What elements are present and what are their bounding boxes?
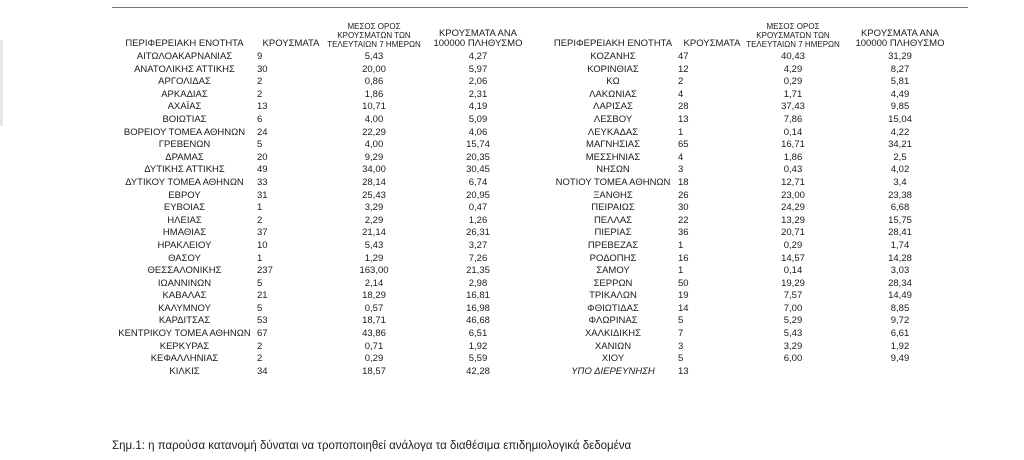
per-100k-cell: 5,97 — [468, 63, 488, 75]
cases-cell: 7 — [678, 328, 684, 340]
cases-cell: 26 — [678, 189, 689, 201]
cases-cell: 20 — [257, 151, 268, 163]
cases-cell: 12 — [678, 63, 689, 75]
table-row — [112, 89, 533, 102]
cases-cell: 1 — [257, 252, 263, 264]
region-cell: ΝΟΤΙΟΥ ΤΟΜΕΑ ΑΘΗΝΩΝ — [555, 176, 671, 188]
avg-7days-cell: 18,57 — [362, 365, 386, 377]
table-row — [112, 290, 533, 303]
avg-7days-cell: 7,86 — [783, 113, 803, 125]
cases-table-left — [112, 22, 533, 378]
table-row — [112, 127, 533, 140]
per-100k-cell: 5,09 — [468, 113, 488, 125]
avg-7days-cell: 4,00 — [364, 113, 384, 125]
table-row — [112, 265, 533, 278]
per-100k-cell: 3,03 — [890, 265, 910, 277]
table-row — [112, 366, 533, 379]
header-avg-line1: ΜΕΣΟΣ ΟΡΟΣ — [347, 22, 401, 31]
cases-cell: 19 — [678, 290, 689, 302]
cases-cell: 1 — [678, 239, 684, 251]
table-row — [548, 353, 960, 366]
table-row — [548, 366, 960, 379]
avg-7days-cell: 10,71 — [362, 101, 386, 113]
table-row — [112, 51, 533, 64]
per-100k-cell: 28,41 — [888, 227, 912, 239]
avg-7days-cell: 24,29 — [781, 202, 805, 214]
region-cell: ΔΥΤΙΚΗΣ ΑΤΤΙΚΗΣ — [144, 164, 225, 176]
cases-cell: 2 — [257, 76, 263, 88]
per-100k-cell: 9,72 — [890, 315, 910, 327]
region-cell: ΑΡΓΟΛΙΔΑΣ — [158, 76, 211, 88]
table-row — [112, 114, 533, 127]
region-cell: ΚΕΦΑΛΛΗΝΙΑΣ — [150, 353, 219, 365]
table-row — [548, 290, 960, 303]
cases-cell: 5 — [678, 353, 684, 365]
region-cell: ΜΕΣΣΗΝΙΑΣ — [585, 151, 641, 163]
per-100k-cell: 14,49 — [888, 290, 912, 302]
avg-7days-cell: 4,29 — [783, 63, 803, 75]
cases-table-right — [548, 22, 960, 378]
region-cell: ΕΒΡΟΥ — [168, 189, 201, 201]
region-cell: ΜΑΓΝΗΣΙΑΣ — [586, 139, 640, 151]
cases-cell: 1 — [257, 202, 263, 214]
per-100k-cell: 8,27 — [890, 63, 910, 75]
avg-7days-cell: 3,29 — [783, 340, 803, 352]
per-100k-cell: 21,35 — [466, 265, 490, 277]
cases-cell: 3 — [678, 340, 684, 352]
header-per100k-line2: 100000 ΠΛΗΘΥΣΜΟ — [433, 38, 523, 49]
footnote: Σημ.1: η παρούσα κατανομή δύναται να τροποποιηθεί ανάλογα τα διαθέσιμα επιδημιολογικά δεδομένα — [112, 440, 632, 452]
table-row — [548, 215, 960, 228]
header-per100k-line1: ΚΡΟΥΣΜΑΤΑ ΑΝΑ — [860, 28, 940, 39]
table-row — [548, 114, 960, 127]
per-100k-cell: 1,92 — [890, 340, 910, 352]
region-cell: ΦΘΙΩΤΙΔΑΣ — [587, 302, 639, 314]
region-cell: ΦΛΩΡΙΝΑΣ — [588, 315, 638, 327]
avg-7days-cell — [746, 366, 840, 379]
avg-7days-cell: 37,43 — [781, 101, 805, 113]
table-row — [548, 265, 960, 278]
cases-cell: 34 — [257, 365, 268, 377]
per-100k-cell: 23,38 — [888, 189, 912, 201]
table-row — [548, 76, 960, 89]
per-100k-cell: 2,31 — [468, 88, 488, 100]
region-cell: ΔΡΑΜΑΣ — [165, 151, 204, 163]
cases-cell: 21 — [257, 290, 268, 302]
avg-7days-cell: 23,00 — [781, 189, 805, 201]
table-row — [548, 190, 960, 203]
per-100k-cell: 5,59 — [468, 353, 488, 365]
per-100k-cell: 2,06 — [468, 76, 488, 88]
region-cell: ΗΡΑΚΛΕΙΟΥ — [157, 239, 212, 251]
per-100k-cell: 3,27 — [468, 239, 488, 251]
header-row — [112, 22, 533, 51]
cases-cell: 2 — [257, 340, 263, 352]
cases-cell: 5 — [678, 315, 684, 327]
region-cell: ΠΕΙΡΑΙΩΣ — [591, 202, 635, 214]
region-cell: ΠΙΕΡΙΑΣ — [594, 227, 632, 239]
region-cell: ΚΙΛΚΙΣ — [169, 365, 200, 377]
header-row — [548, 22, 960, 51]
per-100k-cell: 4,22 — [890, 126, 910, 138]
avg-7days-cell: 18,71 — [362, 315, 386, 327]
region-cell: ΘΑΣΟΥ — [168, 252, 201, 264]
per-100k-cell: 15,04 — [888, 113, 912, 125]
per-100k-cell: 1,26 — [468, 214, 488, 226]
region-cell: ΙΩΑΝΝΙΝΩΝ — [157, 277, 212, 289]
avg-7days-cell: 22,29 — [362, 126, 386, 138]
cases-cell: 6 — [257, 113, 263, 125]
cases-cell: 5 — [257, 302, 263, 314]
cases-cell: 37 — [257, 227, 268, 239]
table-row — [548, 177, 960, 190]
per-100k-cell: 4,02 — [890, 164, 910, 176]
per-100k-cell: 20,35 — [466, 151, 490, 163]
per-100k-cell: 34,21 — [888, 139, 912, 151]
per-100k-cell: 16,81 — [466, 290, 490, 302]
region-cell: ΗΜΑΘΙΑΣ — [162, 227, 207, 239]
per-100k-cell — [840, 366, 960, 379]
cases-cell: 5 — [257, 277, 263, 289]
table-row — [548, 139, 960, 152]
avg-7days-cell: 1,71 — [783, 88, 803, 100]
region-cell: ΧΑΛΚΙΔΙΚΗΣ — [584, 328, 642, 340]
per-100k-cell: 6,61 — [890, 328, 910, 340]
per-100k-cell: 20,95 — [466, 189, 490, 201]
region-cell: ΚΟΡΙΝΘΙΑΣ — [587, 63, 639, 75]
avg-7days-cell: 0,29 — [364, 353, 384, 365]
cases-cell: 237 — [257, 265, 273, 277]
region-cell: ΠΕΛΛΑΣ — [593, 214, 633, 226]
region-cell: ΥΠΟ ΔΙΕΡΕΥΝΗΣΗ — [571, 365, 655, 377]
cases-cell: 28 — [678, 101, 689, 113]
region-cell: ΒΟΡΕΙΟΥ ΤΟΜΕΑ ΑΘΗΝΩΝ — [123, 126, 246, 138]
cases-cell: 2 — [257, 353, 263, 365]
table-row — [112, 101, 533, 114]
header-avg-7days — [746, 22, 840, 51]
per-100k-cell: 1,74 — [890, 239, 910, 251]
table-row — [112, 215, 533, 228]
per-100k-cell: 15,75 — [888, 214, 912, 226]
avg-7days-cell: 0,29 — [783, 76, 803, 88]
region-cell: ΤΡΙΚΑΛΩΝ — [589, 290, 637, 302]
per-100k-cell: 4,49 — [890, 88, 910, 100]
avg-7days-cell: 18,29 — [362, 290, 386, 302]
per-100k-cell: 7,26 — [468, 252, 488, 264]
region-cell: ΠΡΕΒΕΖΑΣ — [587, 239, 639, 251]
region-cell: ΛΑΚΩΝΙΑΣ — [589, 88, 637, 100]
header-cases: ΚΡΟΥΣΜΑΤΑ — [683, 38, 741, 49]
per-100k-cell: 4,19 — [468, 101, 488, 113]
region-cell: ΚΑΛΥΜΝΟΥ — [158, 302, 211, 314]
avg-7days-cell: 43,86 — [362, 328, 386, 340]
per-100k-cell: 6,68 — [890, 202, 910, 214]
avg-7days-cell: 2,29 — [364, 214, 384, 226]
region-cell: ΚΑΡΔΙΤΣΑΣ — [158, 315, 211, 327]
region-cell: ΧΑΝΙΩΝ — [594, 340, 632, 352]
region-cell: ΘΕΣΣΑΛΟΝΙΚΗΣ — [147, 265, 222, 277]
table-row — [548, 101, 960, 114]
cases-cell: 47 — [678, 51, 689, 62]
header-avg-line2: ΚΡΟΥΣΜΑΤΩΝ ΤΩΝ — [756, 31, 830, 40]
avg-7days-cell: 0,86 — [364, 76, 384, 88]
header-avg-line2: ΚΡΟΥΣΜΑΤΩΝ ΤΩΝ — [337, 31, 411, 40]
table-row — [548, 315, 960, 328]
region-cell: ΣΑΜΟΥ — [596, 265, 630, 277]
header-per100k-line1: ΚΡΟΥΣΜΑΤΑ ΑΝΑ — [438, 28, 518, 39]
avg-7days-cell: 0,43 — [783, 164, 803, 176]
cases-cell: 13 — [678, 365, 689, 377]
table-row — [112, 76, 533, 89]
avg-7days-cell: 20,00 — [362, 63, 386, 75]
cases-cell: 36 — [678, 227, 689, 239]
per-100k-cell: 5,81 — [890, 76, 910, 88]
avg-7days-cell: 5,43 — [364, 51, 384, 62]
table-body-left — [112, 51, 533, 378]
cases-cell: 31 — [257, 189, 268, 201]
header-per-100k — [423, 22, 533, 51]
header-avg-7days — [325, 22, 423, 51]
cases-cell: 1 — [678, 265, 684, 277]
cases-cell: 18 — [678, 176, 689, 188]
table-row — [112, 253, 533, 266]
table-row — [548, 89, 960, 102]
header-avg-line1: ΜΕΣΟΣ ΟΡΟΣ — [766, 22, 820, 31]
region-cell: ΓΡΕΒΕΝΩΝ — [158, 139, 211, 151]
table-row — [548, 303, 960, 316]
per-100k-cell: 46,68 — [466, 315, 490, 327]
avg-7days-cell: 0,57 — [364, 302, 384, 314]
table-row — [112, 177, 533, 190]
cases-cell: 50 — [678, 277, 689, 289]
per-100k-cell: 6,51 — [468, 328, 488, 340]
table-row — [112, 328, 533, 341]
per-100k-cell: 6,74 — [468, 176, 488, 188]
region-cell: ΛΕΥΚΑΔΑΣ — [587, 126, 639, 138]
avg-7days-cell: 5,43 — [364, 239, 384, 251]
avg-7days-cell: 5,43 — [783, 328, 803, 340]
per-100k-cell: 4,27 — [468, 51, 488, 62]
region-cell: ΚΕΡΚΥΡΑΣ — [159, 340, 210, 352]
per-100k-cell: 16,98 — [466, 302, 490, 314]
table-body-right — [548, 51, 960, 378]
region-cell: ΞΑΝΘΗΣ — [593, 189, 633, 201]
cases-cell: 10 — [257, 239, 268, 251]
region-cell: ΑΙΤΩΛΟΑΚΑΡΝΑΝΙΑΣ — [136, 51, 233, 62]
cases-cell: 30 — [257, 63, 268, 75]
region-cell: ΚΑΒΑΛΑΣ — [162, 290, 207, 302]
table-row — [548, 341, 960, 354]
header-per100k-line2: 100000 ΠΛΗΘΥΣΜΟ — [855, 38, 945, 49]
region-cell: ΣΕΡΡΩΝ — [593, 277, 633, 289]
header-avg-line3: ΤΕΛΕΥΤΑΙΩΝ 7 ΗΜΕΡΩΝ — [327, 40, 421, 49]
avg-7days-cell: 0,14 — [783, 126, 803, 138]
cases-cell: 14 — [678, 302, 689, 314]
per-100k-cell: 26,31 — [466, 227, 490, 239]
region-cell: ΕΥΒΟΙΑΣ — [163, 202, 206, 214]
per-100k-cell: 3,4 — [893, 176, 907, 188]
cases-cell: 5 — [257, 139, 263, 151]
table-row — [548, 328, 960, 341]
table-row — [548, 51, 960, 64]
per-100k-cell: 30,45 — [466, 164, 490, 176]
region-cell: ΚΩ — [606, 76, 620, 88]
region-cell: ΔΥΤΙΚΟΥ ΤΟΜΕΑ ΑΘΗΝΩΝ — [125, 176, 244, 188]
avg-7days-cell: 0,29 — [783, 239, 803, 251]
header-region: ΠΕΡΙΦΕΡΕΙΑΚΗ ΕΝΟΤΗΤΑ — [125, 38, 244, 49]
cases-cell: 3 — [678, 164, 684, 176]
cases-cell: 1 — [678, 126, 684, 138]
cases-cell: 33 — [257, 176, 268, 188]
cases-cell: 22 — [678, 214, 689, 226]
table-row — [112, 315, 533, 328]
per-100k-cell: 8,85 — [890, 302, 910, 314]
region-cell: ΑΝΑΤΟΛΙΚΗΣ ΑΤΤΙΚΗΣ — [134, 63, 235, 75]
region-cell: ΡΟΔΟΠΗΣ — [589, 252, 637, 264]
cases-cell: 16 — [678, 252, 689, 264]
top-rule — [112, 7, 968, 8]
table-row — [548, 278, 960, 291]
table-row — [548, 64, 960, 77]
region-cell: ΛΕΣΒΟΥ — [593, 113, 633, 125]
cases-cell: 4 — [678, 88, 684, 100]
avg-7days-cell: 1,86 — [783, 151, 803, 163]
per-100k-cell: 9,49 — [890, 353, 910, 365]
cases-cell: 67 — [257, 328, 268, 340]
header-cases: ΚΡΟΥΣΜΑΤΑ — [262, 38, 320, 49]
avg-7days-cell: 13,29 — [781, 214, 805, 226]
table-row — [112, 303, 533, 316]
cases-cell: 49 — [257, 164, 268, 176]
avg-7days-cell: 2,14 — [364, 277, 384, 289]
avg-7days-cell: 19,29 — [781, 277, 805, 289]
avg-7days-cell: 21,14 — [362, 227, 386, 239]
per-100k-cell: 28,34 — [888, 277, 912, 289]
region-cell: ΑΧΑΪΑΣ — [167, 101, 202, 113]
avg-7days-cell: 12,71 — [781, 176, 805, 188]
cases-cell: 53 — [257, 315, 268, 327]
region-cell: ΑΡΚΑΔΙΑΣ — [161, 88, 208, 100]
table-row — [548, 152, 960, 165]
avg-7days-cell: 9,29 — [364, 151, 384, 163]
table-row — [112, 164, 533, 177]
cases-cell: 13 — [678, 113, 689, 125]
region-cell: ΧΙΟΥ — [601, 353, 625, 365]
cases-cell: 2 — [257, 214, 263, 226]
avg-7days-cell: 14,57 — [781, 252, 805, 264]
cases-cell: 30 — [678, 202, 689, 214]
left-edge-mark — [0, 40, 3, 126]
table-row — [548, 164, 960, 177]
avg-7days-cell: 34,00 — [362, 164, 386, 176]
avg-7days-cell: 7,57 — [783, 290, 803, 302]
per-100k-cell: 15,74 — [466, 139, 490, 151]
avg-7days-cell: 1,86 — [364, 88, 384, 100]
table-row — [112, 341, 533, 354]
table-row — [548, 202, 960, 215]
per-100k-cell: 2,5 — [893, 151, 907, 163]
avg-7days-cell: 20,71 — [781, 227, 805, 239]
cases-cell: 4 — [678, 151, 684, 163]
region-cell: ΚΟΖΑΝΗΣ — [590, 51, 636, 62]
region-cell: ΒΟΙΩΤΙΑΣ — [162, 113, 207, 125]
avg-7days-cell: 0,71 — [364, 340, 384, 352]
table-row — [112, 190, 533, 203]
cases-cell: 9 — [257, 51, 263, 62]
region-cell: ΛΑΡΙΣΑΣ — [593, 101, 633, 113]
cases-cell: 2 — [678, 76, 684, 88]
avg-7days-cell: 1,29 — [364, 252, 384, 264]
table-row — [112, 278, 533, 291]
per-100k-cell: 0,47 — [468, 202, 488, 214]
cases-cell: 24 — [257, 126, 268, 138]
avg-7days-cell: 28,14 — [362, 176, 386, 188]
table-row — [548, 227, 960, 240]
avg-7days-cell: 163,00 — [359, 265, 389, 277]
per-100k-cell: 2,98 — [468, 277, 488, 289]
table-row — [112, 240, 533, 253]
avg-7days-cell: 0,14 — [783, 265, 803, 277]
per-100k-cell: 42,28 — [466, 365, 490, 377]
avg-7days-cell: 16,71 — [781, 139, 805, 151]
table-row — [112, 227, 533, 240]
avg-7days-cell: 5,29 — [783, 315, 803, 327]
cases-cell: 2 — [257, 88, 263, 100]
header-avg-line3: ΤΕΛΕΥΤΑΙΩΝ 7 ΗΜΕΡΩΝ — [746, 40, 840, 49]
table-row — [548, 127, 960, 140]
table-row — [112, 202, 533, 215]
region-cell: ΝΗΣΩΝ — [596, 164, 630, 176]
table-row — [112, 139, 533, 152]
avg-7days-cell: 40,43 — [781, 51, 805, 62]
table-row — [112, 353, 533, 366]
region-cell: ΗΛΕΙΑΣ — [167, 214, 202, 226]
avg-7days-cell: 7,00 — [783, 302, 803, 314]
avg-7days-cell: 25,43 — [362, 189, 386, 201]
cases-cell: 13 — [257, 101, 268, 113]
avg-7days-cell: 3,29 — [364, 202, 384, 214]
avg-7days-cell: 4,00 — [364, 139, 384, 151]
avg-7days-cell: 6,00 — [783, 353, 803, 365]
cases-cell: 65 — [678, 139, 689, 151]
per-100k-cell: 1,92 — [468, 340, 488, 352]
region-cell: ΚΕΝΤΡΙΚΟΥ ΤΟΜΕΑ ΑΘΗΝΩΝ — [118, 328, 251, 340]
per-100k-cell: 9,85 — [890, 101, 910, 113]
header-region: ΠΕΡΙΦΕΡΕΙΑΚΗ ΕΝΟΤΗΤΑ — [553, 38, 673, 49]
table-row — [112, 152, 533, 165]
header-per-100k — [840, 22, 960, 51]
per-100k-cell: 14,28 — [888, 252, 912, 264]
table-row — [112, 64, 533, 77]
table-row — [548, 240, 960, 253]
per-100k-cell: 4,06 — [468, 126, 488, 138]
per-100k-cell: 31,29 — [888, 51, 912, 62]
table-row — [548, 253, 960, 266]
